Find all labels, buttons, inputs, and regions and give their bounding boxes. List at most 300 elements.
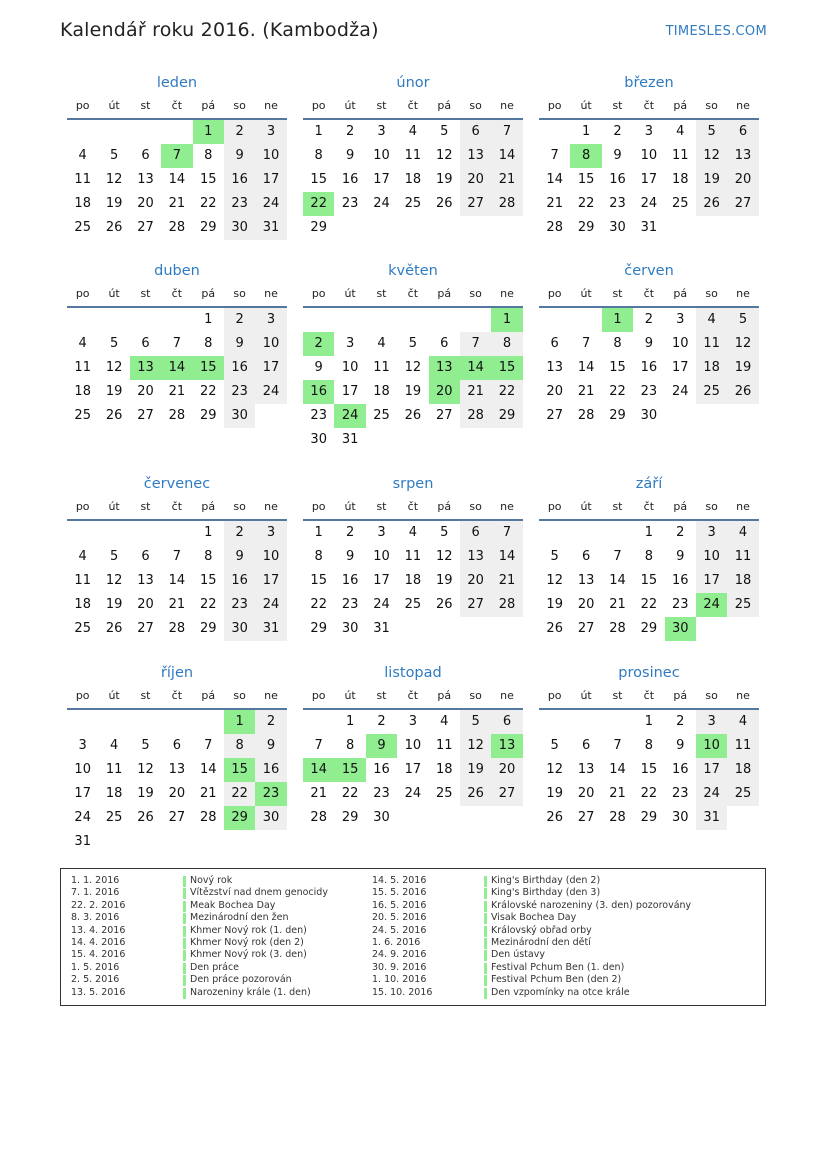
empty-cell (539, 120, 570, 144)
day-cell: 9 (345, 549, 355, 564)
weekday-header: út (98, 96, 129, 120)
month-8 (539, 474, 759, 641)
empty-cell (67, 120, 98, 144)
day-cell: 26 (105, 621, 123, 636)
day-cell: 11 (74, 172, 91, 187)
holiday-day: 15 (334, 758, 365, 782)
day-cell: 20 (546, 384, 563, 399)
empty-cell (130, 521, 161, 545)
day-cell: 29 (609, 408, 626, 423)
empty-cell (98, 710, 129, 734)
weekday-header: st (602, 96, 633, 120)
month-name: červen (624, 263, 674, 279)
day-cell: 28 (491, 192, 522, 216)
day-cell: 18 (435, 762, 453, 777)
legend-holiday-name: Královský obřad orby (484, 925, 592, 937)
empty-cell (570, 710, 601, 734)
holiday-day: 13 (429, 356, 460, 380)
day-cell: 3 (676, 312, 685, 327)
day-cell: 27 (460, 593, 491, 617)
day-cell: 29 (310, 220, 327, 235)
day-cell: 28 (609, 621, 626, 636)
holiday-day: 1 (491, 308, 522, 332)
day-cell: 12 (727, 332, 758, 356)
day-cell: 23 (341, 196, 359, 211)
weekday-header: st (602, 497, 633, 521)
weekday-header: po (67, 284, 98, 308)
empty-cell (429, 308, 460, 332)
weekday-header: pá (429, 686, 460, 710)
day-cell: 11 (74, 360, 91, 375)
day-cell: 2 (255, 710, 286, 734)
holiday-day: 15 (491, 356, 522, 380)
day-cell: 7 (613, 738, 622, 753)
holiday-day: 1 (193, 120, 224, 144)
day-cell: 14 (491, 144, 522, 168)
day-cell: 18 (696, 356, 727, 380)
day-cell: 23 (224, 380, 255, 404)
weekday-header: pá (665, 686, 696, 710)
day-cell: 4 (78, 549, 87, 564)
legend-holiday-name: Královské narozeniny (3. den) pozorovány (484, 900, 691, 912)
day-cell: 1 (345, 714, 355, 729)
weekday-header: čt (633, 284, 664, 308)
day-cell: 30 (640, 408, 658, 423)
day-cell: 13 (577, 762, 595, 777)
day-cell: 19 (105, 196, 123, 211)
month-name: září (635, 476, 663, 492)
legend-date: 20. 5. 2016 (372, 912, 427, 924)
day-cell: 20 (137, 196, 154, 211)
weekday-header: po (67, 96, 98, 120)
legend-date: 8. 3. 2016 (71, 912, 120, 924)
empty-cell (539, 521, 570, 545)
day-cell: 11 (727, 734, 758, 758)
day-cell: 21 (609, 597, 626, 612)
weekday-header: st (130, 497, 161, 521)
day-cell: 4 (109, 738, 119, 753)
day-cell: 18 (74, 384, 91, 399)
day-cell: 16 (341, 573, 359, 588)
day-cell: 27 (137, 621, 154, 636)
day-cell: 21 (310, 786, 327, 801)
day-cell: 11 (696, 332, 727, 356)
day-cell: 2 (377, 714, 386, 729)
day-cell: 19 (546, 597, 563, 612)
day-cell: 12 (546, 762, 563, 777)
weekday-header: so (460, 284, 491, 308)
day-cell: 16 (341, 172, 359, 187)
day-cell: 16 (373, 762, 390, 777)
empty-cell (539, 710, 570, 734)
month-2 (539, 73, 759, 240)
day-cell: 28 (460, 404, 491, 428)
empty-cell (98, 308, 129, 332)
weekday-header: čt (633, 96, 664, 120)
day-cell: 29 (491, 404, 522, 428)
day-cell: 12 (546, 573, 563, 588)
weekday-header: po (303, 96, 334, 120)
day-cell: 27 (577, 810, 595, 825)
day-cell: 19 (105, 384, 123, 399)
day-cell: 23 (609, 196, 626, 211)
day-cell: 7 (613, 549, 622, 564)
day-cell: 1 (314, 124, 323, 139)
day-cell: 15 (310, 172, 327, 187)
month-name: leden (156, 75, 198, 91)
day-cell: 31 (74, 834, 91, 849)
day-cell: 6 (581, 738, 591, 753)
day-cell: 31 (341, 432, 359, 447)
day-cell: 10 (255, 144, 286, 168)
day-cell: 17 (696, 569, 727, 593)
legend-date: 1. 6. 2016 (372, 936, 421, 948)
month-name: listopad (384, 665, 442, 681)
day-cell: 26 (727, 380, 758, 404)
weekday-header: pá (193, 96, 224, 120)
day-cell: 30 (671, 810, 689, 825)
day-cell: 10 (255, 332, 286, 356)
month-days-grid (539, 497, 759, 641)
weekday-header: út (334, 96, 365, 120)
day-cell: 23 (373, 786, 390, 801)
day-cell: 11 (671, 148, 689, 163)
day-cell: 16 (224, 168, 255, 192)
month-name: červenec (143, 476, 211, 492)
day-cell: 5 (440, 124, 449, 139)
holiday-day: 30 (665, 617, 696, 641)
day-cell: 6 (141, 549, 150, 564)
day-cell: 20 (727, 168, 758, 192)
day-cell: 29 (577, 220, 595, 235)
day-cell: 3 (255, 120, 286, 144)
empty-cell (161, 710, 192, 734)
day-cell: 20 (460, 569, 491, 593)
day-cell: 16 (224, 569, 255, 593)
day-cell: 21 (491, 569, 522, 593)
day-cell: 4 (377, 336, 386, 351)
day-cell: 10 (341, 360, 359, 375)
day-cell: 11 (727, 545, 758, 569)
day-cell: 3 (255, 521, 286, 545)
weekday-header: pá (193, 686, 224, 710)
day-cell: 5 (727, 308, 758, 332)
day-cell: 31 (255, 617, 286, 641)
day-cell: 31 (255, 216, 286, 240)
day-cell: 20 (137, 384, 154, 399)
weekday-header: po (539, 96, 570, 120)
month-5 (539, 261, 759, 428)
day-cell: 4 (676, 124, 685, 139)
weekday-header: st (366, 284, 397, 308)
day-cell: 20 (577, 786, 595, 801)
legend-holiday-name: Narozeniny krále (1. den) (183, 987, 311, 999)
month-days-grid (67, 96, 287, 240)
day-cell: 7 (581, 336, 591, 351)
weekday-header: út (570, 284, 601, 308)
holiday-day: 8 (570, 144, 601, 168)
month-9 (67, 663, 287, 854)
day-cell: 1 (644, 714, 653, 729)
weekday-header: pá (665, 497, 696, 521)
weekday-header: pá (429, 497, 460, 521)
day-cell: 9 (224, 545, 255, 569)
day-cell: 28 (577, 408, 595, 423)
day-cell: 7 (204, 738, 213, 753)
day-cell: 12 (105, 360, 123, 375)
day-cell: 27 (491, 782, 522, 806)
day-cell: 19 (435, 172, 453, 187)
day-cell: 27 (546, 408, 563, 423)
weekday-header: ne (491, 686, 522, 710)
day-cell: 2 (345, 124, 355, 139)
holiday-day: 14 (161, 356, 192, 380)
holiday-day: 29 (224, 806, 255, 830)
day-cell: 25 (74, 220, 91, 235)
day-cell: 19 (546, 786, 563, 801)
legend-holiday-name: Festival Pchum Ben (1. den) (484, 962, 624, 974)
day-cell: 14 (168, 172, 186, 187)
legend-date: 1. 1. 2016 (71, 875, 120, 886)
day-cell: 22 (640, 597, 658, 612)
day-cell: 5 (109, 148, 119, 163)
day-cell: 4 (78, 148, 87, 163)
page-title: Kalendář roku 2016. (Kambodža) (60, 19, 379, 41)
month-name: srpen (392, 476, 434, 492)
day-cell: 14 (546, 172, 563, 187)
day-cell: 16 (671, 762, 689, 777)
day-cell: 29 (199, 220, 217, 235)
day-cell: 25 (404, 597, 422, 612)
month-days-grid (67, 686, 287, 854)
day-cell: 1 (581, 124, 591, 139)
day-cell: 7 (491, 120, 522, 144)
weekday-header: po (303, 497, 334, 521)
day-cell: 21 (460, 380, 491, 404)
day-cell: 30 (224, 617, 255, 641)
day-cell: 28 (168, 408, 186, 423)
day-cell: 18 (105, 786, 123, 801)
weekday-header: po (303, 284, 334, 308)
day-cell: 18 (671, 172, 689, 187)
holiday-day: 20 (429, 380, 460, 404)
legend-date: 15. 10. 2016 (372, 986, 433, 998)
weekday-header: út (98, 497, 129, 521)
day-cell: 6 (440, 336, 449, 351)
day-cell: 30 (373, 810, 390, 825)
legend-date: 13. 4. 2016 (71, 924, 126, 936)
day-cell: 23 (224, 192, 255, 216)
day-cell: 5 (109, 336, 119, 351)
day-cell: 9 (613, 148, 622, 163)
legend-holiday-name: Khmer Nový rok (1. den) (183, 925, 307, 937)
day-cell: 17 (255, 569, 286, 593)
day-cell: 29 (640, 810, 658, 825)
day-cell: 11 (373, 360, 390, 375)
day-cell: 25 (727, 593, 758, 617)
day-cell: 12 (105, 172, 123, 187)
weekday-header: čt (161, 497, 192, 521)
day-cell: 12 (435, 148, 453, 163)
month-11 (539, 663, 759, 830)
legend-holiday-name: Vítězství nad dnem genocidy (183, 887, 328, 899)
day-cell: 18 (404, 573, 422, 588)
month-4 (303, 261, 523, 452)
weekday-header: čt (397, 497, 428, 521)
empty-cell (67, 710, 98, 734)
day-cell: 7 (314, 738, 323, 753)
day-cell: 10 (696, 545, 727, 569)
weekday-header: st (130, 686, 161, 710)
day-cell: 8 (314, 549, 323, 564)
empty-cell (193, 710, 224, 734)
day-cell: 2 (676, 714, 685, 729)
day-cell: 5 (550, 549, 559, 564)
day-cell: 3 (408, 714, 417, 729)
day-cell: 23 (310, 408, 327, 423)
day-cell: 24 (373, 597, 390, 612)
day-cell: 4 (408, 525, 417, 540)
day-cell: 30 (341, 621, 359, 636)
month-name: únor (396, 75, 430, 91)
day-cell: 6 (581, 549, 591, 564)
legend-holiday-name: Den práce (183, 962, 239, 974)
day-cell: 25 (404, 196, 422, 211)
empty-cell (98, 521, 129, 545)
day-cell: 17 (373, 573, 390, 588)
brand-link[interactable]: TIMESLES.COM (665, 24, 767, 39)
day-cell: 16 (255, 758, 286, 782)
holiday-day: 10 (696, 734, 727, 758)
month-name: prosinec (618, 665, 680, 681)
weekday-header: út (334, 686, 365, 710)
legend-date: 15. 4. 2016 (71, 949, 126, 961)
day-cell: 29 (310, 621, 327, 636)
day-cell: 12 (137, 762, 154, 777)
day-cell: 18 (74, 196, 91, 211)
month-days-grid (303, 686, 523, 830)
legend-date: 24. 9. 2016 (372, 949, 427, 961)
day-cell: 13 (727, 144, 758, 168)
weekday-header: čt (397, 284, 428, 308)
day-cell: 1 (314, 525, 323, 540)
empty-cell (130, 710, 161, 734)
day-cell: 3 (345, 336, 355, 351)
day-cell: 5 (408, 336, 417, 351)
day-cell: 6 (491, 710, 522, 734)
day-cell: 10 (640, 148, 658, 163)
weekday-header: po (539, 497, 570, 521)
weekday-header: čt (633, 497, 664, 521)
day-cell: 17 (696, 758, 727, 782)
day-cell: 30 (224, 216, 255, 240)
day-cell: 22 (310, 597, 327, 612)
weekday-header: st (602, 284, 633, 308)
day-cell: 11 (435, 738, 453, 753)
weekday-header: čt (633, 686, 664, 710)
day-cell: 2 (613, 124, 622, 139)
legend-holiday-name: Mezinárodní den dětí (484, 937, 591, 949)
day-cell: 14 (609, 762, 626, 777)
day-cell: 12 (696, 144, 727, 168)
day-cell: 8 (491, 332, 522, 356)
holiday-day: 24 (696, 593, 727, 617)
day-cell: 27 (137, 220, 154, 235)
empty-cell (303, 308, 334, 332)
day-cell: 9 (676, 549, 685, 564)
day-cell: 15 (199, 573, 217, 588)
day-cell: 20 (577, 597, 595, 612)
day-cell: 19 (460, 758, 491, 782)
empty-cell (130, 120, 161, 144)
day-cell: 2 (224, 308, 255, 332)
holiday-day: 13 (491, 734, 522, 758)
day-cell: 21 (609, 786, 626, 801)
month-days-grid (539, 96, 759, 240)
day-cell: 10 (404, 738, 422, 753)
weekday-header: čt (161, 284, 192, 308)
day-cell: 10 (373, 148, 390, 163)
day-cell: 20 (491, 758, 522, 782)
day-cell: 4 (78, 336, 87, 351)
day-cell: 22 (609, 384, 626, 399)
weekday-header: čt (161, 96, 192, 120)
legend-holiday-name: Khmer Nový rok (den 2) (183, 937, 304, 949)
day-cell: 22 (640, 786, 658, 801)
day-cell: 26 (546, 621, 563, 636)
day-cell: 30 (310, 432, 327, 447)
day-cell: 5 (550, 738, 559, 753)
legend-date: 24. 5. 2016 (372, 924, 427, 936)
day-cell: 25 (74, 621, 91, 636)
day-cell: 13 (137, 573, 154, 588)
day-cell: 17 (404, 762, 422, 777)
day-cell: 7 (172, 549, 181, 564)
month-10 (303, 663, 523, 830)
weekday-header: út (570, 686, 601, 710)
day-cell: 8 (613, 336, 622, 351)
day-cell: 23 (341, 597, 359, 612)
day-cell: 29 (341, 810, 359, 825)
day-cell: 13 (460, 144, 491, 168)
month-days-grid (67, 497, 287, 641)
day-cell: 6 (460, 120, 491, 144)
day-cell: 24 (696, 782, 727, 806)
day-cell: 6 (172, 738, 181, 753)
day-cell: 27 (727, 192, 758, 216)
day-cell: 18 (404, 172, 422, 187)
empty-cell (67, 308, 98, 332)
day-cell: 19 (435, 573, 453, 588)
day-cell: 8 (314, 148, 323, 163)
day-cell: 5 (109, 549, 119, 564)
day-cell: 23 (224, 593, 255, 617)
day-cell: 8 (204, 549, 213, 564)
day-cell: 26 (696, 192, 727, 216)
month-name: květen (388, 263, 438, 279)
legend-holiday-name: Den ústavy (484, 949, 545, 961)
day-cell: 17 (255, 168, 286, 192)
day-cell: 8 (644, 738, 653, 753)
day-cell: 9 (224, 332, 255, 356)
holiday-day: 15 (224, 758, 255, 782)
empty-cell (130, 308, 161, 332)
legend-date: 1. 10. 2016 (372, 974, 427, 986)
day-cell: 23 (640, 384, 658, 399)
day-cell: 21 (546, 196, 563, 211)
day-cell: 13 (460, 545, 491, 569)
weekday-header: pá (429, 284, 460, 308)
